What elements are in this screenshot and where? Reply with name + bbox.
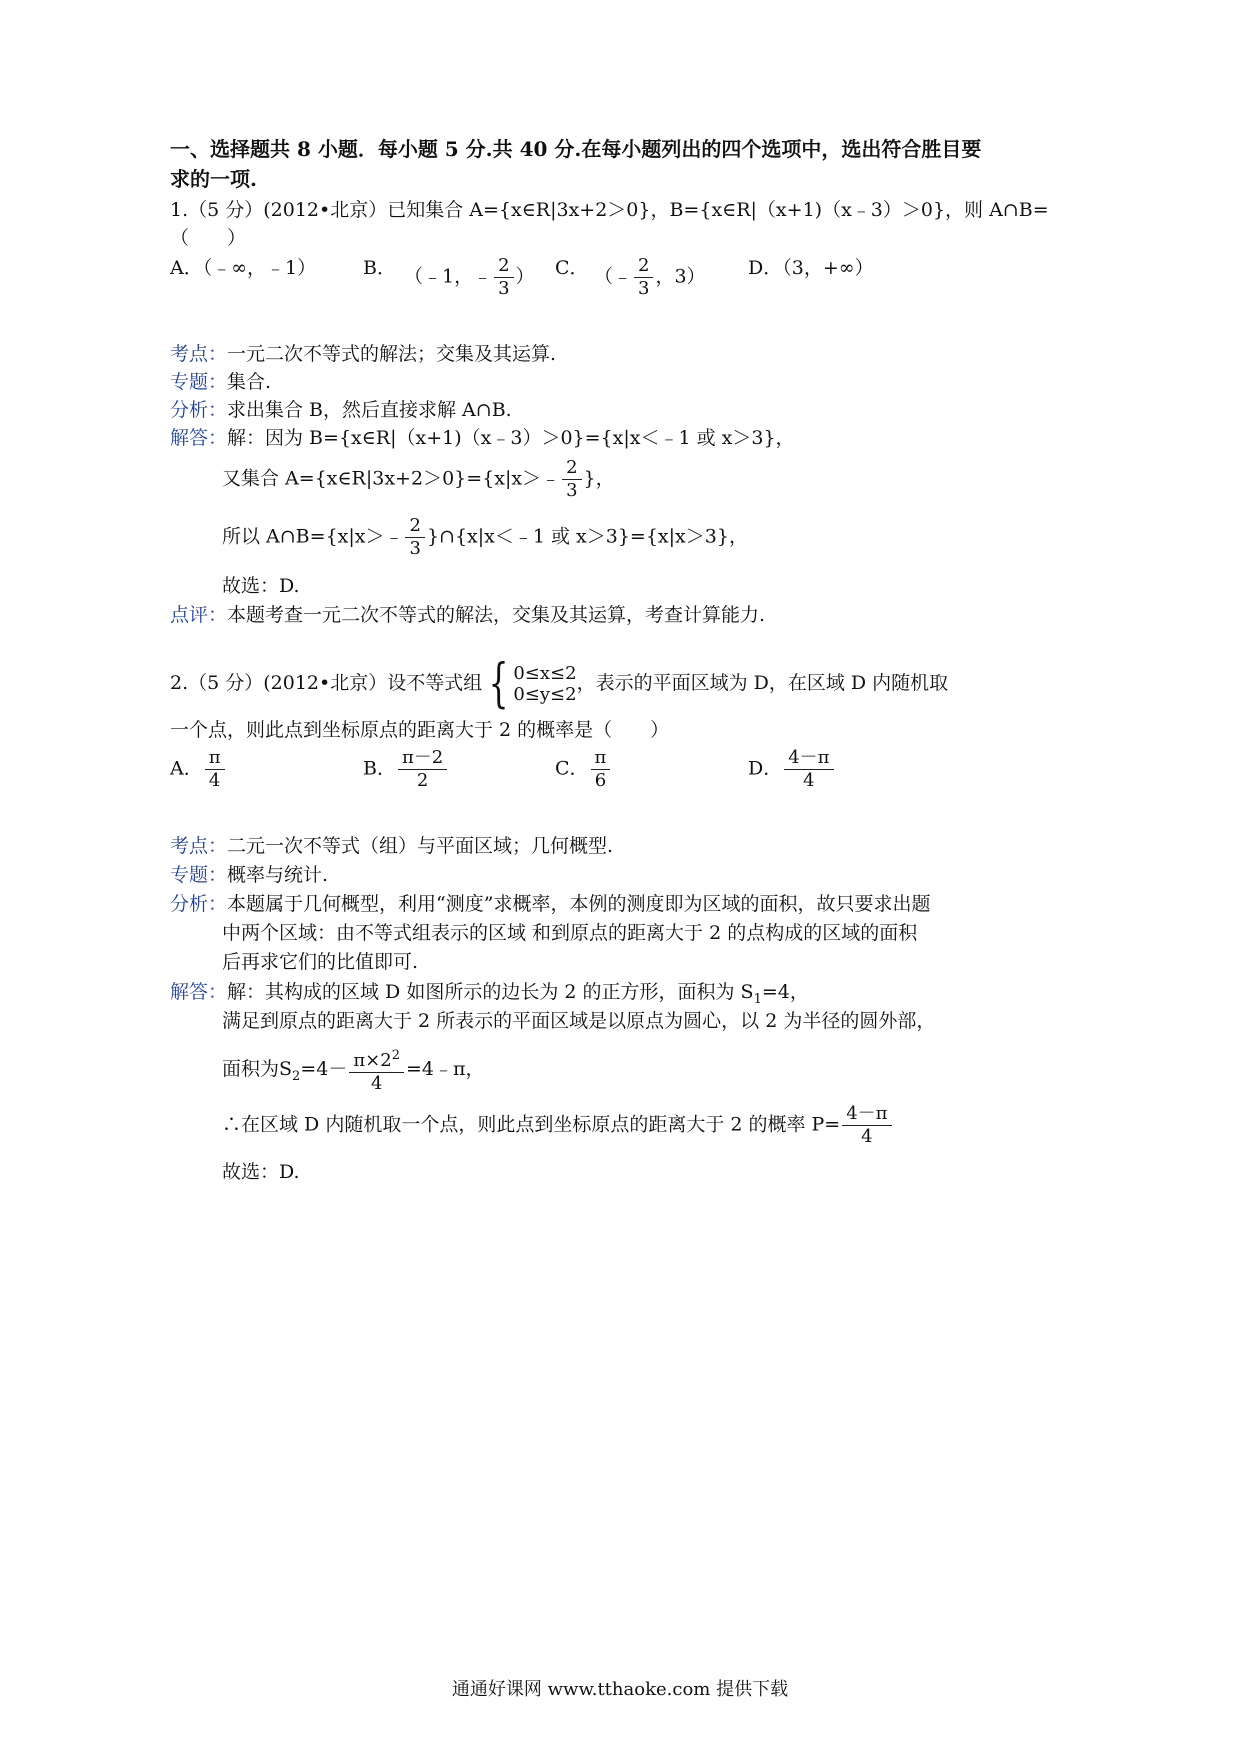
option-label: A． — [170, 757, 203, 780]
subscript: 1 — [753, 991, 762, 1007]
q1-option-b-label: B． — [363, 257, 396, 279]
q2-option-c-fraction — [591, 748, 611, 791]
section-heading-line2: 求的一项. — [170, 167, 257, 191]
q1-option-a: A．（﹣∞，﹣1） — [170, 257, 317, 279]
inequality-system — [482, 654, 577, 714]
fraction-denominator: 3 — [566, 480, 578, 501]
jieda-line3-post: }∩{x|x＜﹣1 或 x＞3}={x|x＞3}， — [426, 525, 748, 548]
q2-jieda — [170, 980, 809, 1012]
jieda-line3-mid: =4－ — [300, 1058, 348, 1080]
jieda-label: 解答： — [170, 427, 228, 449]
section-heading-line1: 一、选择题共 8 小题．每小题 5 分.共 40 分.在每小题列出的四个选项中，选出符合胜目要 — [170, 137, 982, 161]
q1-option-c — [594, 256, 706, 299]
q1-dianping — [170, 603, 765, 627]
q2-fenxi — [170, 892, 930, 916]
q1-option-b-fraction — [494, 256, 513, 299]
kaodian-text: 二元一次不等式（组）与平面区域；几何概型. — [227, 835, 614, 857]
q1-option-c-post: ，3） — [655, 265, 706, 288]
fraction-numerator: 2 — [494, 256, 513, 278]
fraction-numerator: 4－π — [842, 1104, 891, 1126]
jieda-line4-pre: ∴在区域 D 内随机取一个点，则此点到坐标原点的距离大于 2 的概率 P= — [222, 1113, 841, 1136]
fraction-denominator: 3 — [498, 278, 510, 299]
jieda-line1-post: =4， — [761, 981, 809, 1003]
fraction-denominator: 6 — [594, 770, 607, 791]
fraction-denominator: 3 — [638, 278, 650, 299]
jieda-line3-pre: 面积为 — [222, 1058, 280, 1080]
option-label: B． — [363, 757, 396, 780]
fraction-numerator: π — [205, 748, 225, 770]
q1-jieda-line2 — [222, 458, 615, 501]
q1-jieda-line4: 故选：D. — [222, 575, 300, 597]
q2-jieda-line4 — [222, 1104, 894, 1147]
zhuanti-label: 专题： — [170, 864, 228, 886]
option-label: C． — [555, 757, 589, 780]
q2-option-a — [170, 748, 227, 791]
q1-option-b — [404, 256, 535, 299]
page-footer: 通通好课网 www.tthaoke.com 提供下载 — [451, 1679, 789, 1700]
kaodian-label: 考点： — [170, 835, 228, 857]
q2-fenxi-line2: 中两个区域：由不等式组表示的区域 和到原点的距离大于 2 的点构成的区域的面积 — [222, 922, 918, 944]
zhuanti-text: 集合. — [227, 371, 272, 393]
jieda-line3-pre: 所以 A∩B={x|x＞﹣ — [222, 525, 404, 548]
jieda-line3-fraction — [405, 516, 424, 559]
brace-icon: { — [488, 654, 509, 714]
fraction-denominator: 4 — [208, 770, 221, 791]
q1-option-b-post: ） — [515, 265, 535, 288]
fraction-numerator: π－2 — [398, 748, 447, 770]
q1-jieda — [170, 426, 795, 450]
q2-option-b — [363, 748, 449, 791]
system-line1: 0≤x≤2 — [513, 663, 577, 684]
q2-jieda-line3 — [222, 1046, 485, 1094]
jieda-line4-fraction — [842, 1104, 891, 1147]
jieda-line3-post: =4﹣π， — [406, 1058, 485, 1080]
fraction-denominator: 3 — [409, 538, 421, 559]
jieda-line1: 解：因为 B={x∈R|（x+1)（x﹣3）＞0}={x|x＜﹣1 或 x＞3}， — [227, 427, 795, 449]
superscript: 2 — [391, 1048, 400, 1063]
q1-kaodian — [170, 342, 556, 366]
q2-stem-pre: 2.（5 分）(2012•北京）设不等式组 — [170, 672, 483, 694]
q1-option-c-pre: （﹣ — [594, 265, 633, 288]
zhuanti-text: 概率与统计. — [227, 864, 329, 886]
fraction-denominator: 4 — [370, 1073, 383, 1094]
q2-kaodian — [170, 834, 613, 858]
jieda-line2-fraction — [562, 458, 581, 501]
q1-option-c-fraction — [634, 256, 653, 299]
numerator-text: π×2 — [353, 1050, 392, 1071]
fenxi-text: 求出集合 B，然后直接求解 A∩B. — [227, 399, 512, 421]
q2-option-d-fraction — [784, 748, 833, 791]
q1-jieda-line3 — [222, 516, 748, 559]
dianping-text: 本题考查一元二次不等式的解法，交集及其运算，考查计算能力. — [227, 604, 766, 626]
jieda-line1-pre: 解：其构成的区域 D 如图所示的边长为 2 的正方形，面积为 S — [227, 981, 754, 1003]
option-label: D． — [748, 757, 783, 780]
subscript: 2 — [292, 1068, 301, 1084]
area-symbol: S — [279, 1058, 293, 1080]
jieda-line3-fraction — [349, 1046, 404, 1094]
fraction-denominator: 2 — [416, 770, 429, 791]
system-line2: 0≤y≤2 — [513, 684, 577, 705]
q1-option-c-label: C． — [555, 257, 589, 279]
q2-option-a-fraction — [205, 748, 225, 791]
fraction-numerator: 2 — [405, 516, 424, 538]
fraction-numerator: 2 — [562, 458, 581, 480]
q2-zhuanti — [170, 863, 328, 887]
q1-zhuanti — [170, 370, 271, 394]
jieda-label: 解答： — [170, 981, 228, 1003]
q1-option-d: D．（3，+∞） — [748, 257, 874, 279]
q2-fenxi-line3: 后再求它们的比值即可. — [222, 951, 419, 973]
fenxi-line1: 本题属于几何概型，利用“测度”求概率，本例的测度即为区域的面积，故只要求出题 — [227, 893, 931, 915]
fraction-numerator — [349, 1046, 404, 1073]
q2-option-d — [748, 748, 836, 791]
q1-stem-line2: （ ） — [170, 227, 247, 249]
fenxi-label: 分析： — [170, 893, 228, 915]
q2-jieda-line5: 故选：D. — [222, 1161, 300, 1183]
q1-stem-line1: 1.（5 分）(2012•北京）已知集合 A={x∈R|3x+2＞0}，B={x∈R|（x+1)（x﹣3）＞0}，则 A∩B= — [170, 199, 1049, 221]
kaodian-text: 一元二次不等式的解法；交集及其运算. — [227, 343, 557, 365]
fraction-numerator: 4－π — [784, 748, 833, 770]
q1-option-b-pre: （﹣1，﹣ — [404, 265, 493, 288]
fraction-numerator: π — [591, 748, 611, 770]
q1-fenxi — [170, 398, 512, 422]
kaodian-label: 考点： — [170, 343, 228, 365]
jieda-line2-post: }， — [583, 467, 615, 490]
fraction-numerator: 2 — [634, 256, 653, 278]
q2-stem-line2: 一个点，则此点到坐标原点的距离大于 2 的概率是（ ） — [170, 719, 670, 741]
zhuanti-label: 专题： — [170, 371, 228, 393]
jieda-line2-pre: 又集合 A={x∈R|3x+2＞0}={x|x＞﹣ — [222, 467, 561, 490]
fraction-denominator: 4 — [803, 770, 815, 791]
q2-option-c — [555, 748, 612, 791]
q2-stem-line1 — [170, 654, 949, 714]
q2-jieda-line2: 满足到原点的距离大于 2 所表示的平面区域是以原点为圆心，以 2 为半径的圆外部， — [222, 1010, 936, 1032]
q2-stem-post: ，表示的平面区域为 D，在区域 D 内随机取 — [576, 672, 949, 694]
fraction-denominator: 4 — [861, 1126, 873, 1147]
dianping-label: 点评： — [170, 604, 228, 626]
fenxi-label: 分析： — [170, 399, 228, 421]
q2-option-b-fraction — [398, 748, 447, 791]
